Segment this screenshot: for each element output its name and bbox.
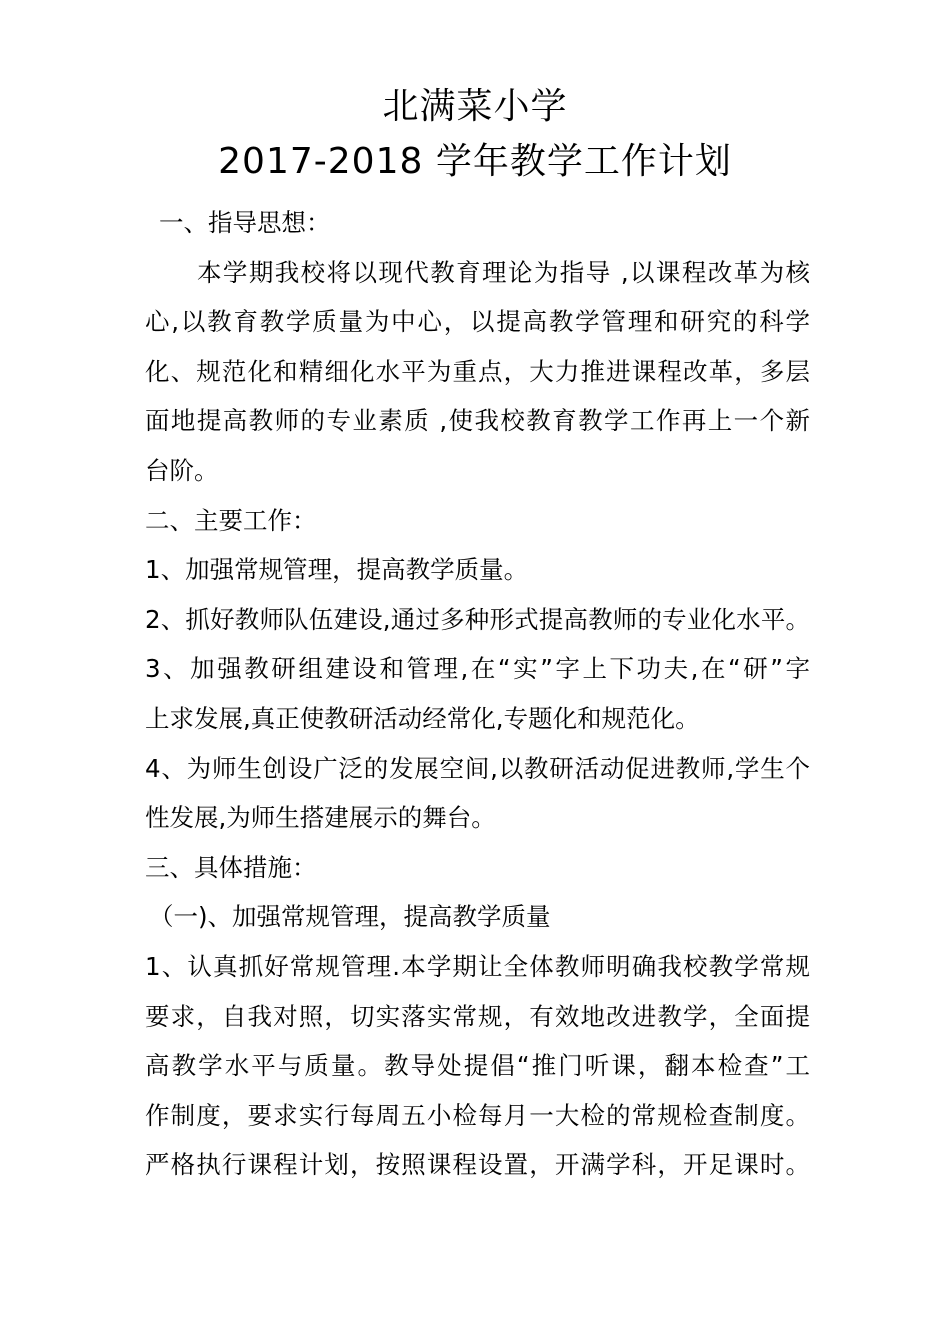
- document-title-school: 北满菜小学: [382, 86, 568, 127]
- paragraph-line: 化、规范化和精细化水平为重点，大力推进课程改革，多层: [145, 356, 810, 386]
- list-item: 4、为师生创设广泛的发展空间,以教研活动促进教师,学生个: [145, 753, 810, 783]
- paragraph-line: 严格执行课程计划，按照课程设置，开满学科，开足课时。: [145, 1150, 810, 1180]
- paragraph-line: 心,以教育教学质量为中心，以提高教学管理和研究的科学: [145, 307, 810, 337]
- list-item-continuation: 上求发展,真正使教研活动经常化,专题化和规范化。: [145, 703, 700, 733]
- paragraph-line: 高教学水平与质量。教导处提倡“推门听课，翻本检查”工: [145, 1051, 810, 1081]
- paragraph-line: 1、认真抓好常规管理.本学期让全体教师明确我校教学常规: [145, 951, 810, 981]
- paragraph-line: 面地提高教师的专业素质 ,使我校教育教学工作再上一个新: [145, 406, 810, 436]
- list-item: 2、抓好教师队伍建设,通过多种形式提高教师的专业化水平。: [145, 604, 810, 634]
- document-body: [145, 198, 810, 1190]
- list-item: 3、加强教研组建设和管理,在“实”字上下功夫,在“研”字: [145, 654, 810, 684]
- section-heading-guiding-ideology: 一、指导思想：: [159, 208, 331, 237]
- paragraph-line: 台阶。: [145, 455, 219, 485]
- paragraph-line: 作制度，要求实行每周五小检每月一大检的常规检查制度。: [145, 1100, 810, 1130]
- list-item-continuation: 性发展,为师生搭建展示的舞台。: [145, 803, 496, 833]
- paragraph-line: 要求，自我对照，切实落实常规，有效地改进教学，全面提: [145, 1001, 810, 1031]
- paragraph-line: 本学期我校将以现代教育理论为指导 ,以课程改革为核: [197, 257, 810, 287]
- document-title-plan: 2017-2018 学年教学工作计划: [218, 141, 732, 182]
- section-heading-measures: 三、具体措施：: [145, 852, 317, 882]
- section-heading-main-work: 二、主要工作：: [145, 505, 317, 535]
- list-item: 1、加强常规管理，提高教学质量。: [145, 555, 529, 585]
- subsection-heading: （一)、加强常规管理，提高教学质量: [149, 902, 551, 932]
